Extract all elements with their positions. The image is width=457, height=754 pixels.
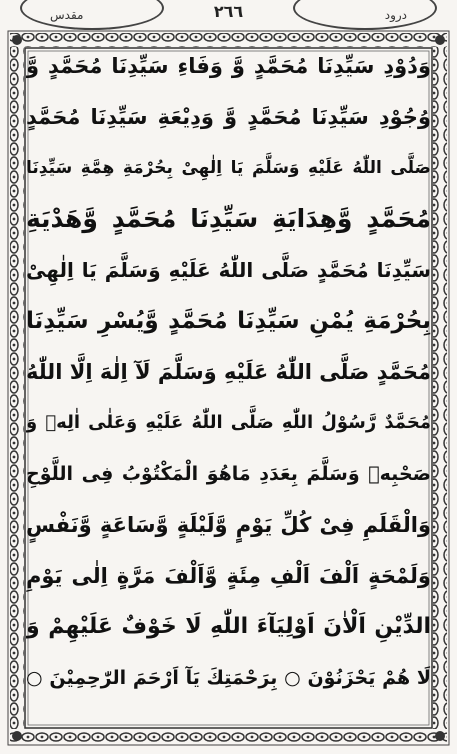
text-line-7: مُحَمَّدٍ صَلَّى اللّٰهُ عَلَيْهِ وَسَلَّمَ لَآ اِلٰهَ اِلَّا اللّٰهُ bbox=[26, 360, 431, 384]
text-line-11: وَلَمْحَةٍ اَلْفَ اَلْفِ مِئَةٍ وَّاَلْفَ مَرَّةٍ اِلٰی یَوْمِ bbox=[26, 564, 431, 588]
text-line-4: مُحَمَّدٍ وَّھِدَايَةِ سَیِّدِنَا مُحَمَّدٍ وَّھَدْيَةِ bbox=[26, 204, 431, 233]
text-line-8: مُحَمَّدٌ رَّسُوْلُ اللّٰهِ صَلَّى اللّٰهُ عَلَيْهِ وَعَلٰى اٰلِهٖ وَ bbox=[26, 412, 431, 433]
text-line-10: وَالْقَلَمِ فِیْ كُلِّ یَوْمٍ وَّلَیْلَةٍ وَّسَاعَةٍ وَّنَفْسٍ bbox=[26, 513, 431, 537]
header-ornament-right bbox=[293, 0, 437, 30]
prayer-text bbox=[26, 44, 431, 712]
text-line-3: صَلَّى اللّٰهُ عَلَيْهِ وَسَلَّمَ یَا اِلٰھِیْ بِحُرْمَةِ ھِمَّةِ سَیِّدِنَا bbox=[26, 158, 431, 178]
text-line-13: لَا ھُمْ یَحْزَنُوْنَ ○ بِرَحْمَتِكَ یَآ اَرْحَمَ الرّٰحِمِیْنَ ○ bbox=[26, 667, 431, 689]
header-ornament-left bbox=[20, 0, 164, 30]
page-header bbox=[10, 2, 447, 32]
header-title-label: مقدس bbox=[50, 8, 84, 22]
text-line-2: وُجُوْدِ سَیِّدِنَا مُحَمَّدٍ وَّ وَدِیْعَةِ سَیِّدِنَا مُحَمَّدٍ bbox=[26, 105, 431, 129]
text-line-1: وَدُوْدِ سَیِّدِنَا مُحَمَّدٍ وَّ وَفَاءِ سَیِّدِنَا مُحَمَّدٍ وَّ bbox=[26, 54, 431, 78]
text-line-9: صَحْبِهٖ وَسَلَّمَ بِعَدَدِ مَاھُوَ الْمَكْتُوْبُ فِی اللَّوْحِ bbox=[26, 463, 431, 485]
text-line-12: الدِّیْنِ اَلْاٰنَ اَوْلِیَآءَ اللّٰهِ لَا خَوْفٌ عَلَیْھِمْ وَ bbox=[26, 614, 431, 639]
page-number: ٢٦٦ bbox=[213, 2, 244, 21]
text-line-5: سَیِّدِنَا مُحَمَّدٍ صَلَّى اللّٰهُ عَلَيْهِ وَسَلَّمَ یَا اِلٰھِیْ bbox=[26, 258, 431, 282]
header-section-label: درود bbox=[384, 8, 407, 22]
text-line-6: بِحُرْمَةِ یُمْنِ سَیِّدِنَا مُحَمَّدٍ وَّیُسْرِ سَیِّدِنَا bbox=[26, 308, 431, 334]
